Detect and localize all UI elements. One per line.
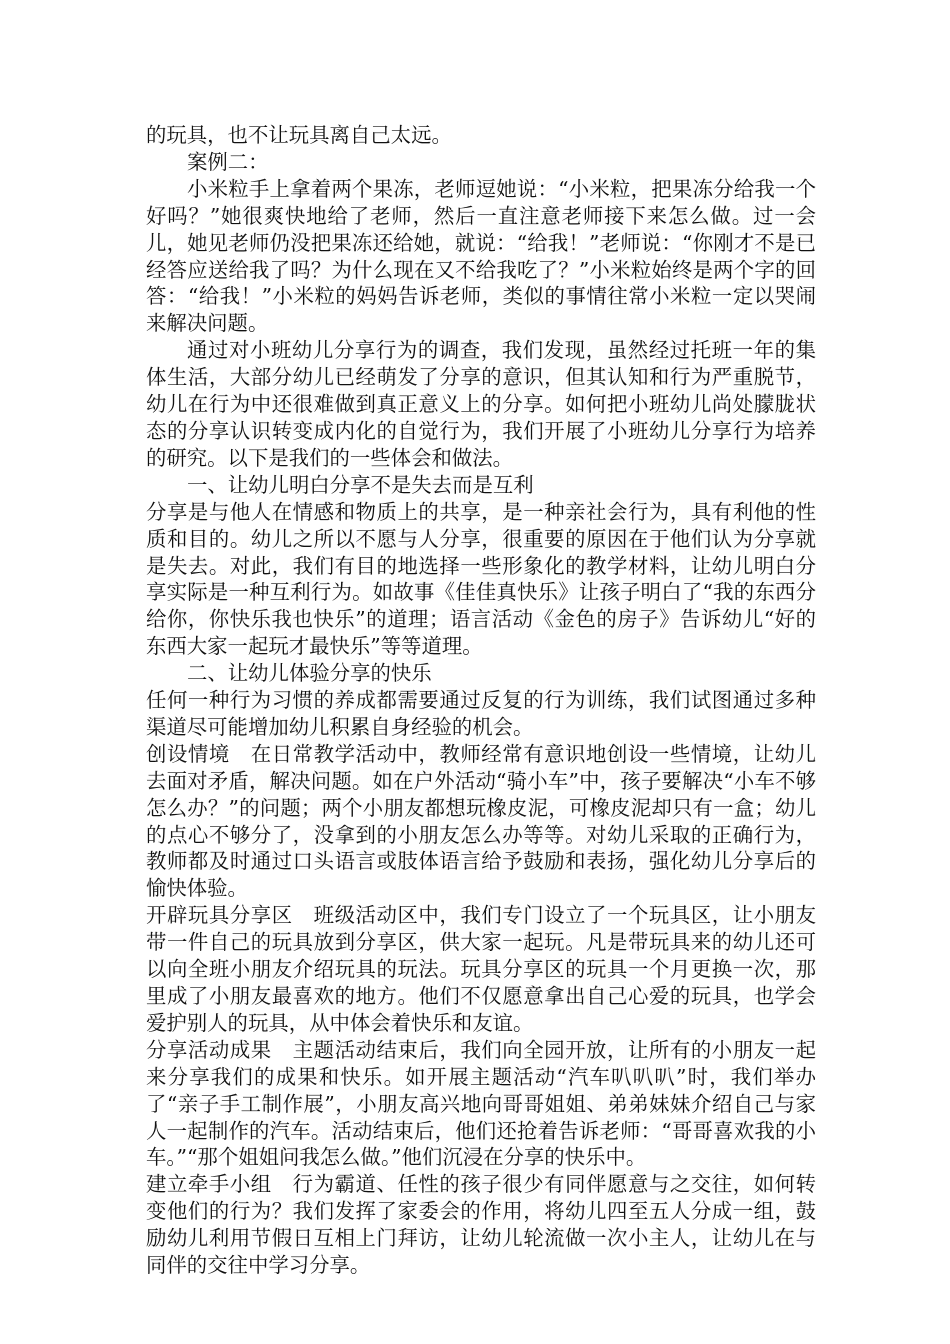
section-one-paragraph: 分享是与他人在情感和物质上的共享，是一种亲社会行为，具有利他的性质和目的。幼儿之所以不愿与人分享，很重要的原因在于他们认为分享就是失去。对此，我们有目的地选择一些形象化的教学材料，让幼儿明白分享实际是一种互利行为。如故事《佳佳真快乐》让孩子明白了“我的东西分给你，你快乐我也快乐”的道理；语言活动《金色的房子》告诉幼儿“好的东西大家一起玩才最快乐”等等道理。 (146, 499, 816, 659)
survey-paragraph: 通过对小班幼儿分享行为的调查，我们发现，虽然经过托班一年的集体生活，大部分幼儿已经萌发了分享的意识，但其认知和行为严重脱节，幼儿在行为中还很难做到真正意义上的分享。如何把小班幼儿尚处朦胧状态的分享认识转变成内化的自觉行为，我们开展了小班幼儿分享行为培养的研究。以下是我们的一些体会和做法。 (146, 338, 816, 470)
toy-sharing-area-paragraph: 开辟玩具分享区 班级活动区中，我们专门设立了一个玩具区，让小朋友带一件自己的玩具放到分享区，供大家一起玩。凡是带玩具来的幼儿还可以向全班小朋友介绍玩具的玩法。玩具分享区的玩具一个月更换一次，那里成了小朋友最喜欢的地方。他们不仅愿意拿出自己心爱的玩具，也学会爱护别人的玩具，从中体会着快乐和友谊。 (146, 903, 816, 1035)
paragraph-continuation: 的玩具，也不让玩具离自己太远。 (146, 123, 452, 147)
share-results-paragraph: 分享活动成果 主题活动结束后，我们向全园开放，让所有的小朋友一起来分享我们的成果和快乐。如开展主题活动“汽车叭叭叭”时，我们举办了“亲子手工制作展”，小朋友高兴地向哥哥姐姐、弟弟妹妹介绍自己与家人一起制作的汽车。活动结束后，他们还抢着告诉老师：“哥哥喜欢我的小车。”“那个姐姐问我怎么做。”他们沉浸在分享的快乐中。 (146, 1037, 816, 1170)
hand-in-hand-group-paragraph: 建立牵手小组 行为霸道、任性的孩子很少有同伴愿意与之交往，如何转变他们的行为？我们发挥了家委会的作用，将幼儿四至五人分成一组，鼓励幼儿利用节假日互相上门拜访，让幼儿轮流做一次小主人，让幼儿在与同伴的交往中学习分享。 (146, 1172, 816, 1278)
section-two-heading: 二、让幼儿体验分享的快乐 (187, 661, 432, 686)
case-two-paragraph: 小米粒手上拿着两个果冻，老师逗她说：“小米粒，把果冻分给我一个好吗？”她很爽快地给了老师，然后一直注意老师接下来怎么做。过一会儿，她见老师仍没把果冻还给她，就说：“给我！”老师说：“你刚才不是已经答应送给我了吗？为什么现在又不给我吃了？”小米粒始终是两个字的回答：“给我！”小米粒的妈妈告诉老师，类似的事情往常小米粒一定以哭闹来解决问题。 (146, 176, 816, 336)
create-situation-paragraph: 创设情境 在日常教学活动中，教师经常有意识地创设一些情境，让幼儿去面对矛盾，解决问题。如在户外活动“骑小车”中，孩子要解决“小车不够怎么办？”的问题；两个小朋友都想玩橡皮泥，可橡皮泥却只有一盒；幼儿的点心不够分了，没拿到的小朋友怎么办等等。对幼儿采取的正确行为，教师都及时通过口头语言或肢体语言给予鼓励和表扬，强化幼儿分享后的愉快体验。 (146, 741, 816, 901)
case-two-heading: 案例二： (187, 149, 269, 174)
section-one-heading: 一、让幼儿明白分享不是失去而是互利 (187, 472, 534, 497)
document-page (146, 122, 816, 1279)
section-two-intro: 任何一种行为习惯的养成都需要通过反复的行为训练，我们试图通过多种渠道尽可能增加幼儿积累自身经验的机会。 (146, 688, 816, 739)
